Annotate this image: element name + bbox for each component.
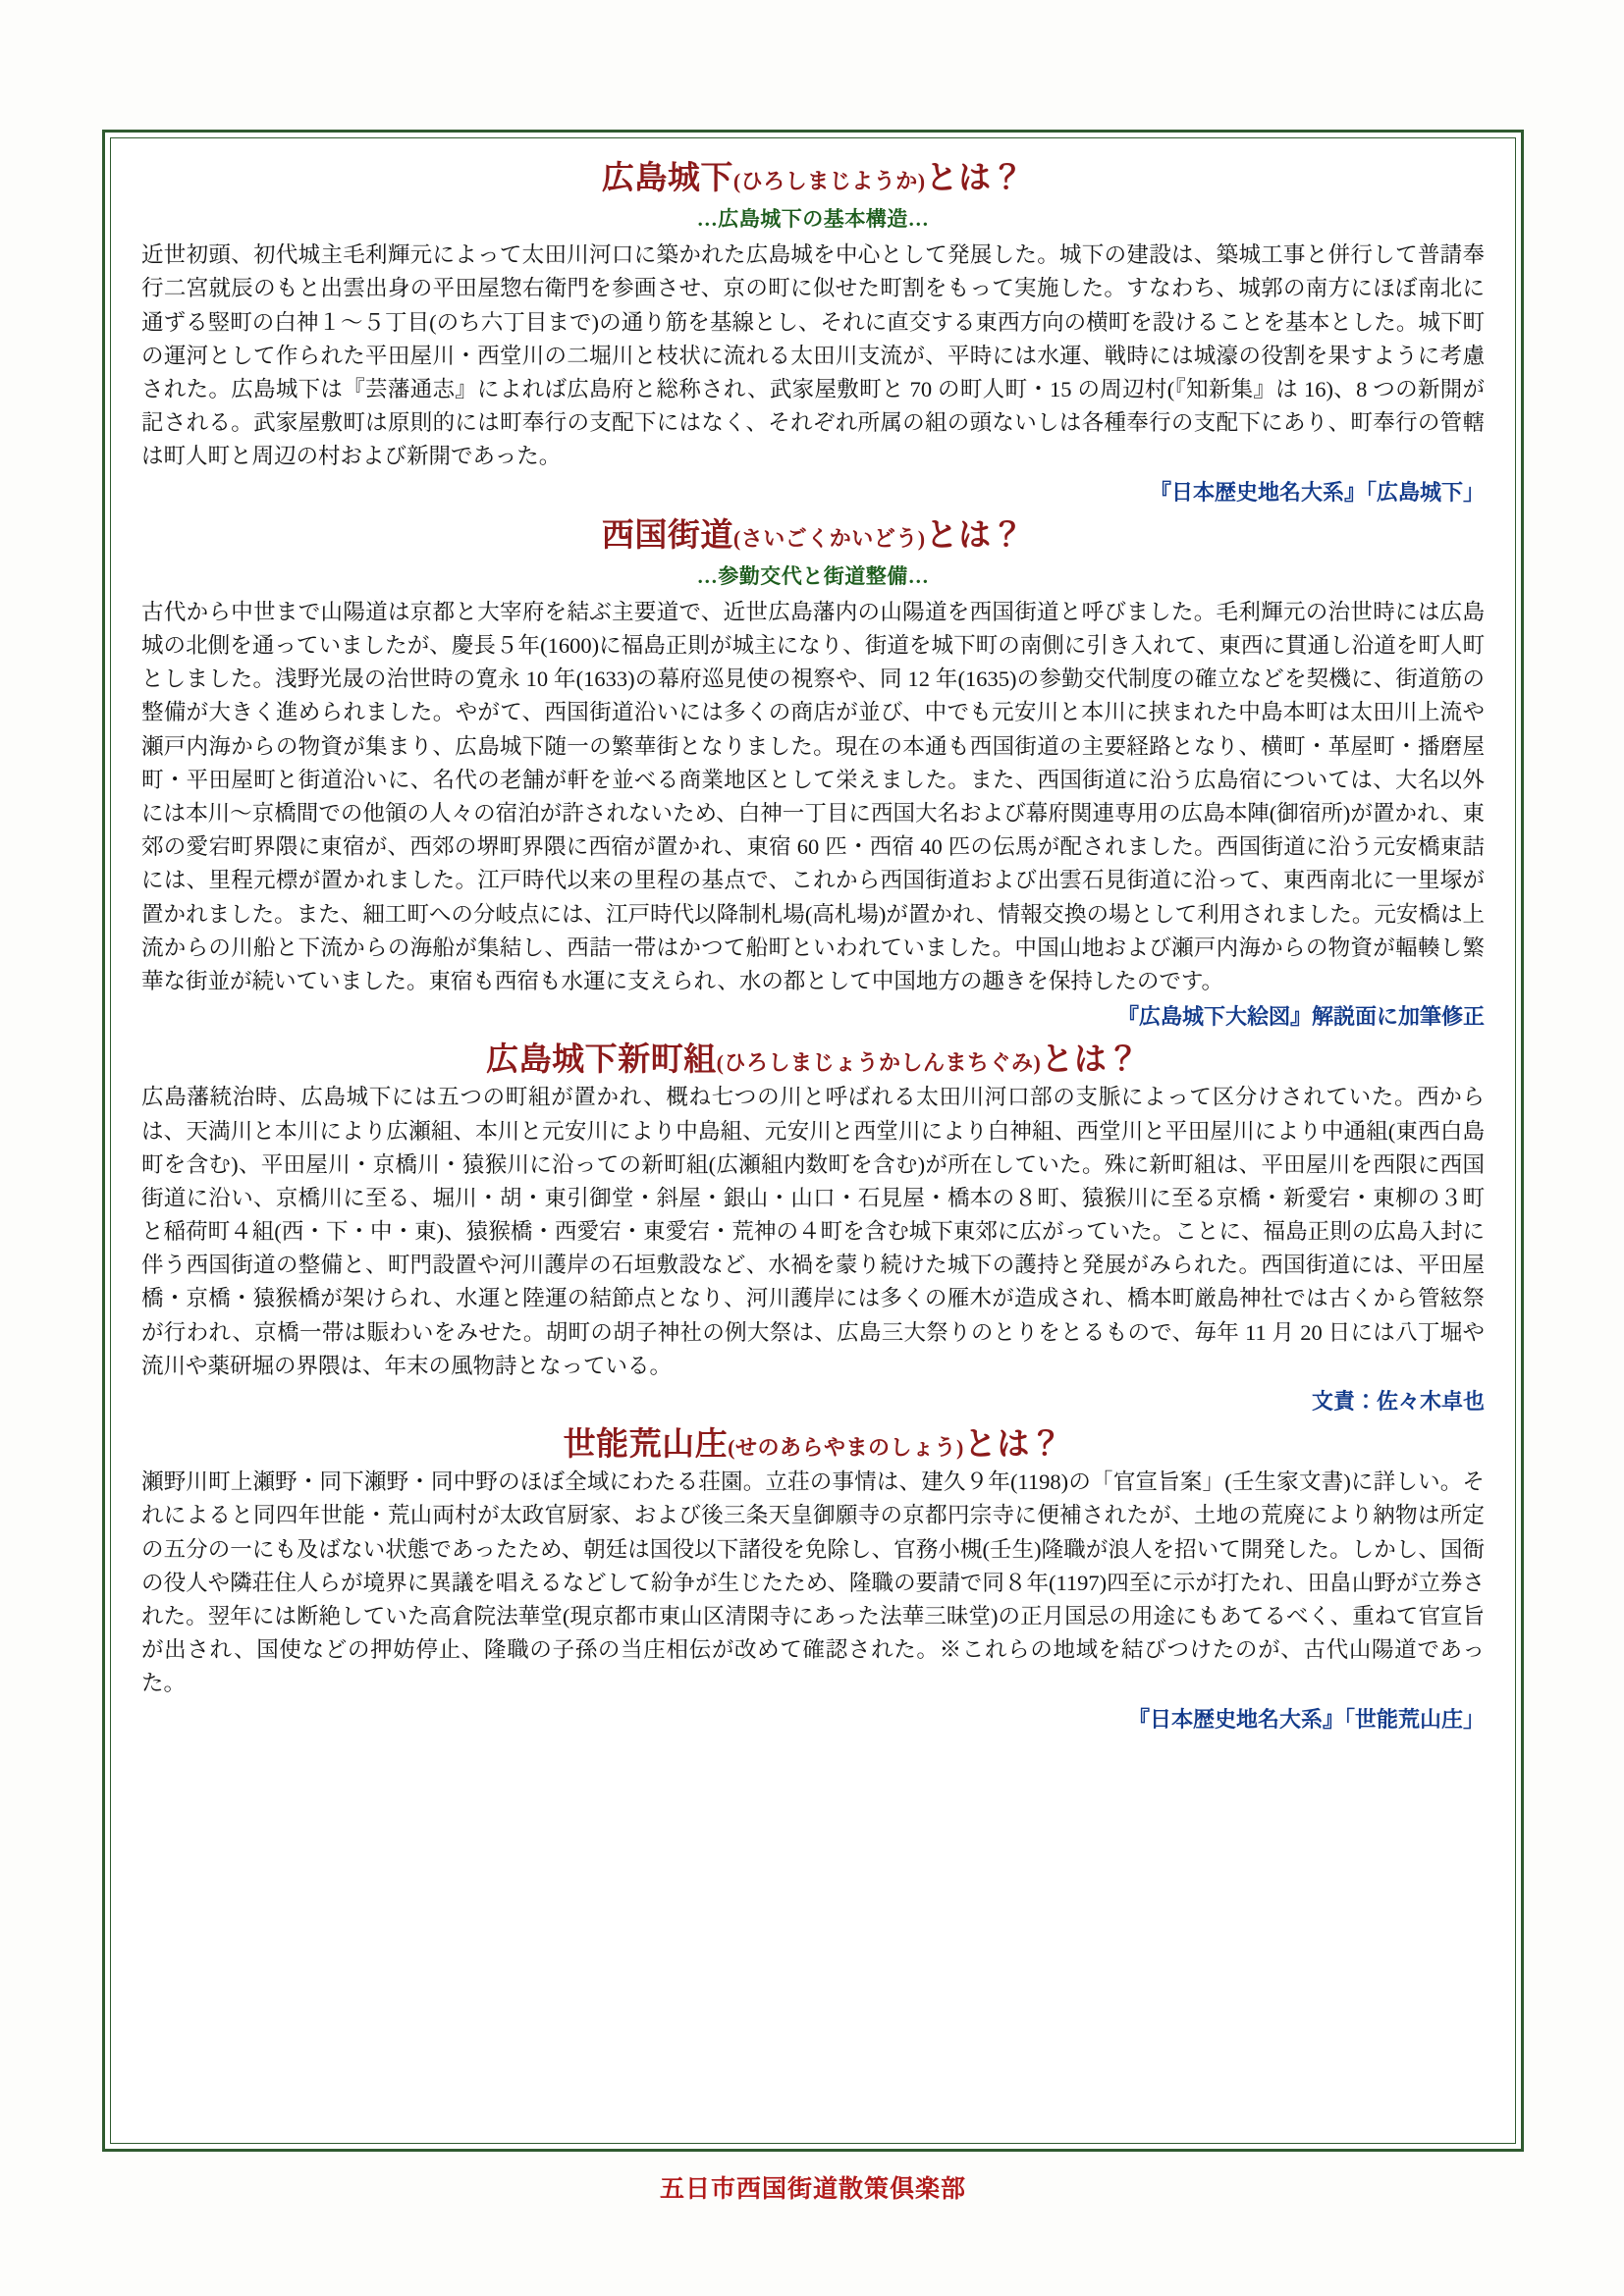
section-source: 文責：佐々木卓也 [1311,1389,1485,1414]
section-title-tail: とは？ [925,517,1025,554]
section-title [141,159,1485,199]
section-title-main: 西国街道 [601,517,733,554]
document-footer: 五日市西国街道散策倶楽部 [659,2176,966,2203]
section-saigoku-kaido [141,516,1485,1032]
section-title-tail: とは？ [1041,1042,1140,1079]
section-source: 『日本歴史地名大系』「世能荒山庄」 [1127,1706,1485,1732]
section-title-ruby: (さいごくかいどう) [732,525,926,551]
section-title-main: 広島城下新町組 [486,1042,717,1079]
section-source: 『日本歴史地名大系』「広島城下」 [1149,479,1485,505]
section-hiroshima-joka [141,159,1485,507]
section-title [141,1425,1485,1466]
section-subtitle: …参勤交代と街道整備… [696,563,930,588]
section-title-tail: とは？ [963,1427,1063,1463]
section-title-ruby: (せのあらやまのしょう) [728,1435,964,1460]
section-body: 古代から中世まで山陽道は京都と大宰府を結ぶ主要道で、近世広島藩内の山陽道を西国街道と呼びました。毛利輝元の治世時には広島城の北側を通っていましたが、慶長５年(1600)に福島正則が城主になり、街道を城下町の南側に引き入れて、東西に貫通し沿道を町人町としました。浅野光晟の治世時の寛永 10 年(1633)の幕府巡見使の視察や、同 12 年(1635)の参勤交代制度の確立などを契機に、街道筋の整備が大きく進められました。やがて、西国街道沿いには多くの商店が並び、中でも元安川と本川に挟まれた中島本町は太田川上流や瀬戸内海からの物資が集まり、広島城下随一の繁華街となりました。現在の本通も西国街道の主要経路となり、横町・革屋町・播磨屋町・平田屋町と街道沿いに、名代の老舗が軒を並べる商業地区として栄えました。また、西国街道に沿う広島宿については、大名以外には本川〜京橋間での他領の人々の宿泊が許されないため、白神一丁目に西国大名および幕府関連専用の広島本陣(御宿所)が置かれ、東郊の愛宕町界隈に東宿が、西郊の堺町界隈に西宿が置かれ、東宿 60 匹・西宿 40 匹の伝馬が配されました。西国街道に沿う元安橋東詰には、里程元標が置かれました。江戸時代以来の里程の基点で、これから西国街道および出雲石見街道に沿って、東西南北に一里塚が置かれました。また、細工町への分岐点には、江戸時代以降制札場(高札場)が置かれ、情報交換の場として利用されました。元安橋は上流からの川船と下流からの海船が集結し、西詰一帯はかつて船町といわれていました。中国山地および瀬戸内海からの物資が輻輳し繁華な街並が続いていました。東宿も西宿も水運に支えられ、水の都として中国地方の趣きを保持したのです。 [141,599,1485,993]
section-title [141,1041,1485,1081]
section-shinmachigumi [141,1041,1485,1415]
section-body: 近世初頭、初代城主毛利輝元によって太田川河口に築かれた広島城を中心として発展した。城下の建設は、築城工事と併行して普請奉行二宮就辰のもと出雲出身の平田屋惣右衛門を参画させ、京の町に似せた町割をもって実施した。すなわち、城郭の南方にほぼ南北に通ずる竪町の白神１〜５丁目(のち六丁目まで)の通り筋を基線とし、それに直交する東西方向の横町を設けることを基本とした。城下町の運河として作られた平田屋川・西堂川の二堀川と枝状に流れる太田川支流が、平時には水運、戦時には城濠の役割を果すように考慮された。広島城下は『芸藩通志』によれば広島府と総称され、武家屋敷町と 70 の町人町・15 の周辺村(『知新集』は 16)、8 つの新開が記される。武家屋敷町は原則的には町奉行の支配下にはなく、それぞれ所属の組の頭ないしは各種奉行の支配下にあり、町奉行の管轄は町人町と周辺の村および新開であった。 [141,242,1485,469]
section-title-main: 広島城下 [601,161,733,196]
section-title-ruby: (ひろしまじようか) [732,169,926,193]
section-body: 広島藩統治時、広島城下には五つの町組が置かれ、概ね七つの川と呼ばれる太田川河口部の支脈によって区分けされていた。西からは、天満川と本川により広瀬組、本川と元安川により中島組、元安川と西堂川により白神組、西堂川と平田屋川により中通組(東西白島町を含む)、平田屋川・京橋川・猿猴川に沿っての新町組(広瀬組内数町を含む)が所在していた。殊に新町組は、平田屋川を西限に西国街道に沿い、京橋川に至る、堀川・胡・東引御堂・斜屋・銀山・山口・石見屋・橋本の８町、猿猴川に至る京橋・新愛宕・東柳の３町と稲荷町４組(西・下・中・東)、猿猴橋・西愛宕・東愛宕・荒神の４町を含む城下東郊に広がっていた。ことに、福島正則の広島入封に伴う西国街道の整備と、町門設置や河川護岸の石垣敷設など、水禍を蒙り続けた城下の護持と発展がみられた。西国街道には、平田屋橋・京橋・猿猴橋が架けられ、水運と陸運の結節点となり、河川護岸には多くの雁木が造成され、橋本町厳島神社では古くから管絃祭が行われ、京橋一帯は賑わいをみせた。胡町の胡子神社の例大祭は、広島三大祭りのとりをとるもので、毎年 11 月 20 日には八丁堀や流川や薬研堀の界隈は、年末の風物詩となっている。 [141,1085,1485,1378]
section-title-ruby: (ひろしまじょうかしんまちぐみ) [716,1050,1042,1076]
section-title-tail: とは？ [925,161,1025,196]
section-body: 瀬野川町上瀬野・同下瀬野・同中野のほぼ全域にわたる荘園。立荘の事情は、建久９年(1198)の「官宣旨案」(壬生家文書)に詳しい。それによると同四年世能・荒山両村が太政官厨家、および後三条天皇御願寺の京都円宗寺に便補されたが、土地の荒廃により納物は所定の五分の一にも及ばない状態であったため、朝廷は国役以下諸役を免除し、官務小槻(壬生)隆職が浪人を招いて開発した。しかし、国衙の役人や隣荘住人らが境界に異議を唱えるなどして紛争が生じたため、隆職の要請で同８年(1197)四至に示が打たれ、田畠山野が立券された。翌年には断絶していた高倉院法華堂(現京都市東山区清閑寺にあった法華三昧堂)の正月国忌の用途にもあてるべく、重ねて官宣旨が出され、国使などの押妨停止、隆職の子孫の当庄相伝が改めて確認された。※これらの地域を結びつけたのが、古代山陽道であった。 [141,1469,1485,1696]
section-seno-arayama-sho [141,1425,1485,1734]
section-subtitle: …広島城下の基本構造… [696,207,930,232]
section-title-main: 世能荒山庄 [563,1427,729,1463]
document-content [120,145,1506,1751]
section-source: 『広島城下大絵図』解説面に加筆修正 [1116,1004,1485,1030]
section-title [141,516,1485,557]
